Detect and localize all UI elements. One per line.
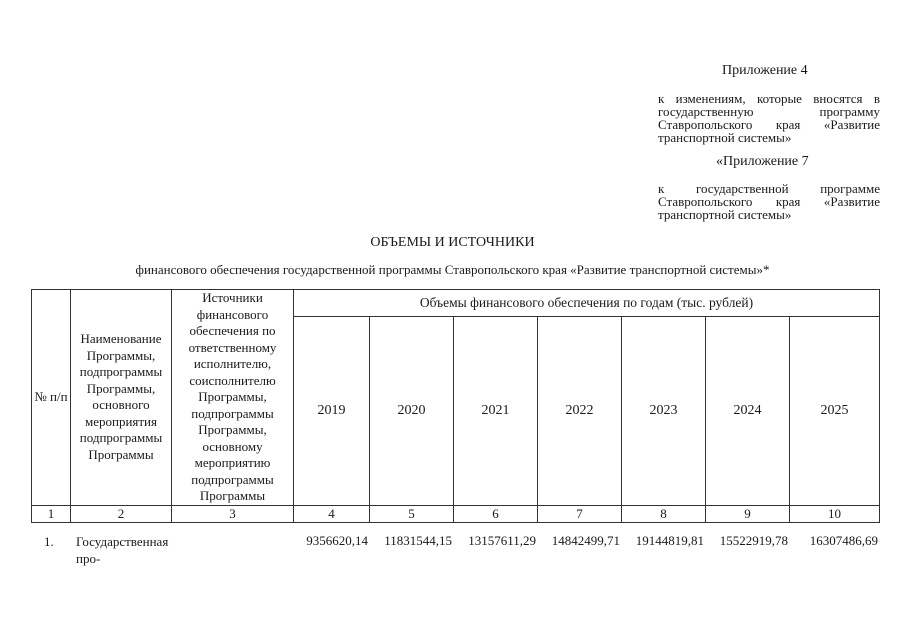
header-num — [32, 290, 71, 506]
row-number: 1. — [44, 534, 54, 549]
row-value-2024: 15522919,78 — [719, 533, 788, 548]
year-2022: 2022 — [538, 317, 622, 505]
year-2021: 2021 — [454, 317, 538, 505]
row-value-2023: 19144819,81 — [635, 533, 704, 548]
row-value-2021: 13157611,29 — [468, 533, 536, 548]
header-volumes-label: Объемы финансового обеспечения по годам (тыс. рублей) — [419, 294, 754, 310]
year-2025: 2025 — [790, 317, 880, 505]
year-2020: 2020 — [370, 317, 454, 505]
financing-table — [31, 289, 880, 523]
header-volumes — [294, 290, 880, 317]
col-number: 6 — [454, 505, 538, 522]
row-value-2019: 9356620,14 — [306, 533, 368, 548]
header-sources-label: Источники финансового обеспечения по ответственному исполнителю, соисполнителю Программы, подпрограммы Программы, основному мероприятию подпрограммы Программы — [188, 290, 277, 503]
header-name — [71, 290, 172, 506]
appendix-label: Приложение 4 — [722, 63, 808, 78]
col-number: 1 — [32, 505, 71, 522]
col-number: 10 — [790, 505, 880, 522]
header-name-label: Наименование Программы, подпрограммы Программы, основного мероприятия подпрограммы Программы — [79, 331, 163, 462]
col-number: 9 — [706, 505, 790, 522]
header-num-label: № п/п — [34, 389, 68, 404]
col-number: 7 — [538, 505, 622, 522]
year-2024: 2024 — [706, 317, 790, 505]
year-2023: 2023 — [622, 317, 706, 505]
year-2019: 2019 — [294, 317, 370, 505]
appendix7-label: «Приложение 7 — [716, 154, 809, 169]
appendix7-description: к государственной программе Ставропольского края «Развитие транспортной системы» — [658, 181, 880, 222]
col-number: 2 — [71, 505, 172, 522]
page-title: ОБЪЕМЫ И ИСТОЧНИКИ — [370, 235, 535, 250]
appendix-description: к изменениям, которые вносятся в государственную программу Ставропольского края «Развитие транспортной системы» — [658, 91, 880, 145]
col-number: 3 — [172, 505, 294, 522]
row-value-2020: 11831544,15 — [384, 533, 452, 548]
header-sources — [172, 290, 294, 506]
col-number: 5 — [370, 505, 454, 522]
row-value-2022: 14842499,71 — [551, 533, 620, 548]
col-number: 4 — [294, 505, 370, 522]
page-subtitle: финансового обеспечения государственной программы Ставропольского края «Развитие транспортной системы»* — [135, 262, 770, 277]
col-number: 8 — [622, 505, 706, 522]
row-name: Государственная про- — [76, 534, 169, 566]
row-value-2025: 16307486,69 — [809, 533, 878, 548]
